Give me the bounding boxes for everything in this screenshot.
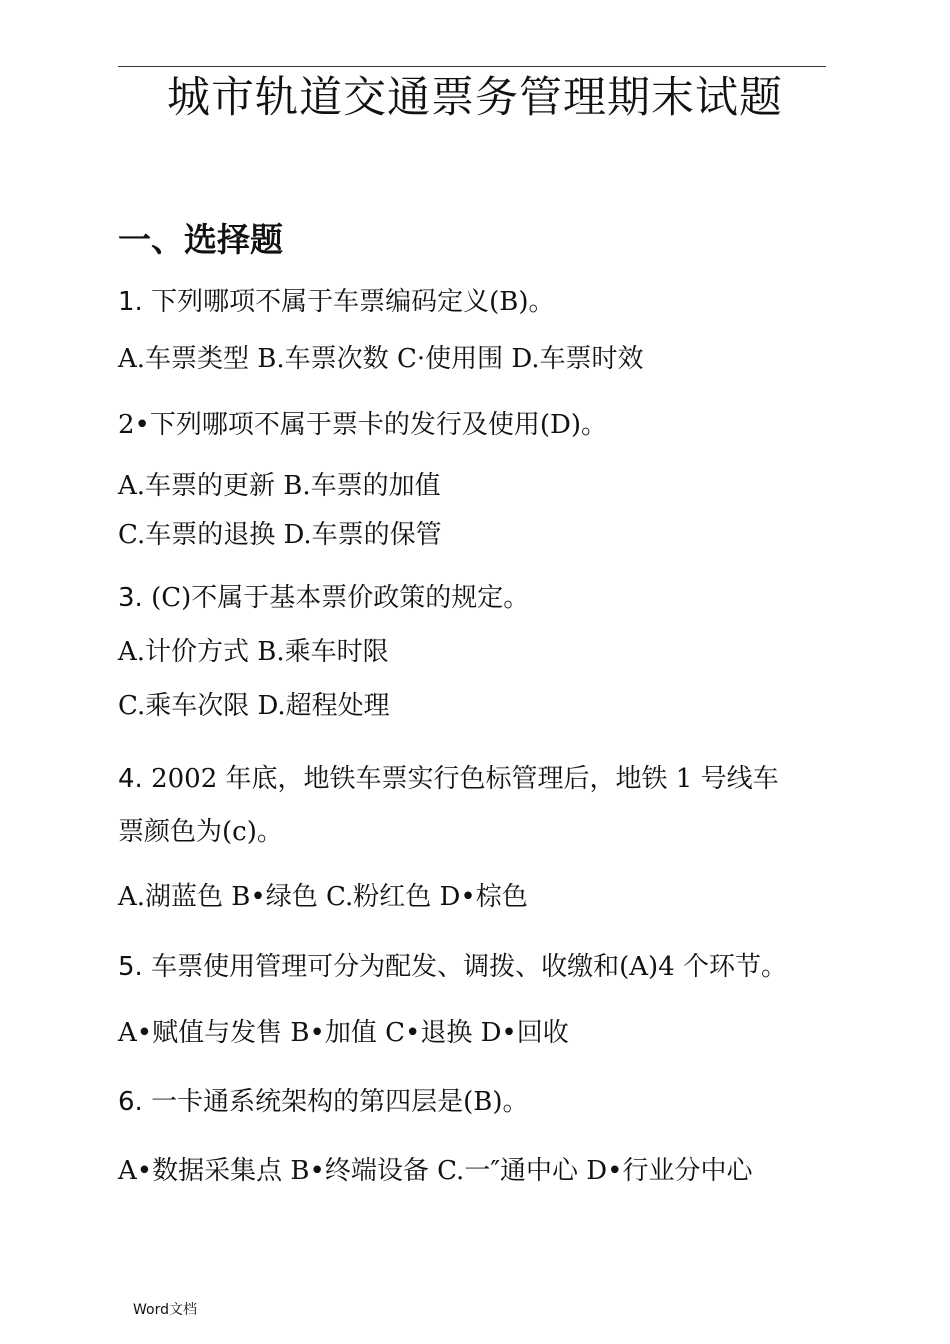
question-3: 3. (C)不属于基本票价政策的规定。 [118, 583, 530, 613]
question-2: 2•下列哪项不属于票卡的发行及使用(D)。 [118, 410, 608, 440]
options-5: A•赋值与发售 B•加值 C•退换 D•回收 [118, 1018, 569, 1048]
options-2b: C.车票的退换 D.车票的保管 [118, 520, 442, 550]
section-heading: 一、选择题 [118, 220, 283, 259]
options-6: A•数据采集点 B•终端设备 C.一″通中心 D•行业分中心 [118, 1156, 753, 1186]
options-3a: A.计价方式 B.乘车时限 [118, 637, 389, 667]
document-title: 城市轨道交通票务管理期末试题 [167, 73, 783, 123]
question-6: 6. 一卡通系统架构的第四层是(B)。 [118, 1087, 529, 1117]
question-4: 4. 2002 年底，地铁车票实行色标管理后，地铁 1 号线车 [118, 764, 779, 794]
options-1: A.车票类型 B.车票次数 C·使用围 D.车票时效 [118, 344, 644, 374]
options-4: A.湖蓝色 B•绿色 C.粉红色 D•棕色 [118, 882, 528, 912]
footer-label: Word文档 [133, 1302, 197, 1318]
question-1: 1. 下列哪项不属于车票编码定义(B)。 [118, 287, 555, 317]
options-3b: C.乘车次限 D.超程处理 [118, 691, 390, 721]
header-rule [118, 66, 826, 67]
question-4-cont: 票颜色为(c)。 [118, 817, 283, 847]
options-2a: A.车票的更新 B.车票的加值 [118, 471, 441, 501]
question-5: 5. 车票使用管理可分为配发、调拨、收缴和(A)4 个环节。 [118, 952, 787, 982]
